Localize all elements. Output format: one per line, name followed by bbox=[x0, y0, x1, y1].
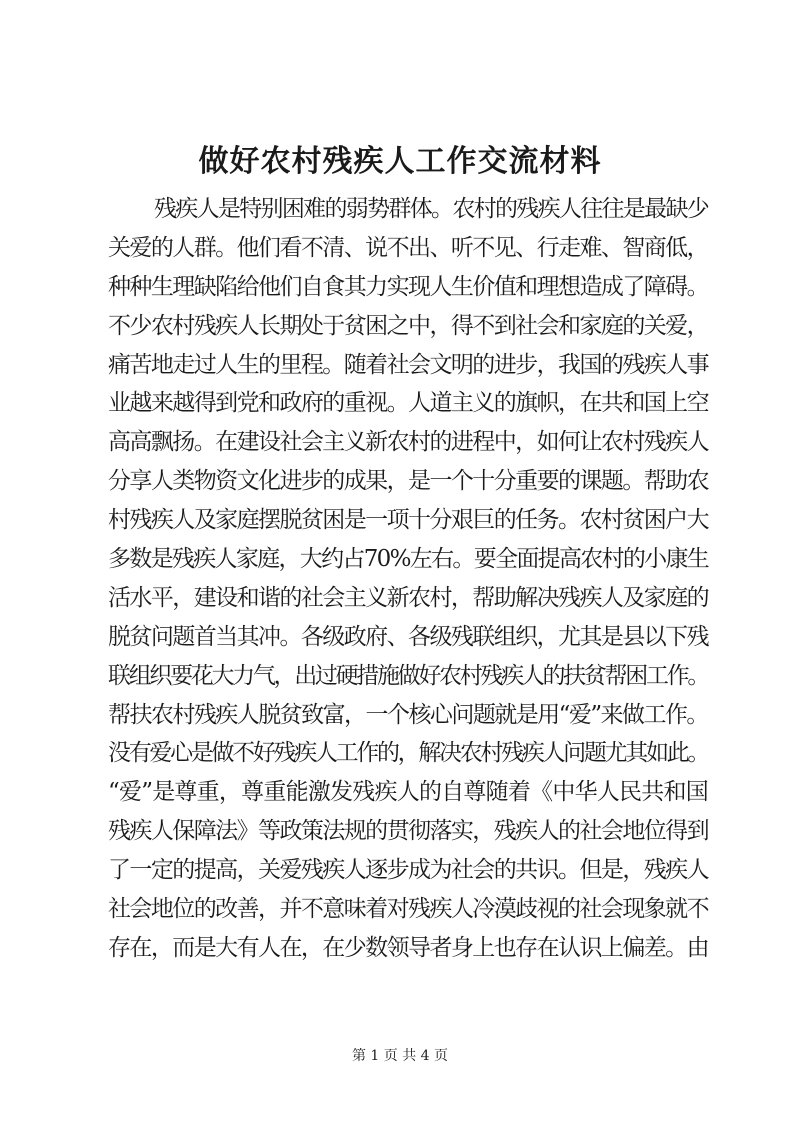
body-line: 残疾人是特别困难的弱势群体。农村的残疾人往往是最缺少 bbox=[154, 196, 709, 222]
body-line: 脱贫问题首当其冲。各级政府、各级残联组织，尤其是县以下残 bbox=[108, 623, 709, 650]
body-line: 业越来越得到党和政府的重视。人道主义的旗帜，在共和国上空 bbox=[108, 390, 709, 417]
body-line: 残疾人保障法》等政策法规的贯彻落实，残疾人的社会地位得到 bbox=[108, 818, 709, 845]
body-line: 不少农村残疾人长期处于贫困之中，得不到社会和家庭的关爱， bbox=[108, 312, 709, 339]
body-line: 了一定的提高，关爱残疾人逐步成为社会的共识。但是，残疾人 bbox=[108, 857, 709, 884]
body-line: 联组织要花大力气，出过硬措施做好农村残疾人的扶贫帮困工作。 bbox=[108, 662, 709, 689]
body-line: 高高飘扬。在建设社会主义新农村的进程中，如何让农村残疾人 bbox=[108, 429, 709, 456]
body-line: 活水平，建设和谐的社会主义新农村，帮助解决残疾人及家庭的 bbox=[108, 584, 709, 611]
document-title: 做好农村残疾人工作交流材料 bbox=[198, 144, 602, 179]
body-line: 存在，而是大有人在，在少数领导者身上也存在认识上偏差。由 bbox=[108, 934, 709, 961]
body-line: 村残疾人及家庭摆脱贫困是一项十分艰巨的任务。农村贫困户大 bbox=[108, 507, 709, 534]
body-line: 帮扶农村残疾人脱贫致富，一个核心问题就是用“爱”来做工作。 bbox=[108, 701, 708, 728]
body-line: 社会地位的改善，并不意味着对残疾人冷漠歧视的社会现象就不 bbox=[108, 896, 709, 923]
body-line: 痛苦地走过人生的里程。随着社会文明的进步，我国的残疾人事 bbox=[108, 351, 709, 378]
body-line: 没有爱心是做不好残疾人工作的，解决农村残疾人问题尤其如此。 bbox=[108, 740, 709, 767]
body-line: “爱”是尊重，尊重能激发残疾人的自尊随着《中华人民共和国 bbox=[108, 779, 708, 806]
document-body bbox=[108, 190, 708, 968]
page-number-footer: 第 1 页 共 4 页 bbox=[351, 1048, 449, 1064]
body-line: 种种生理缺陷给他们自食其力实现人生价值和理想造成了障碍。 bbox=[108, 273, 709, 300]
body-line: 多数是残疾人家庭，大约占70%左右。要全面提高农村的小康生 bbox=[108, 546, 709, 573]
body-line: 分享人类物资文化进步的成果，是一个十分重要的课题。帮助农 bbox=[108, 468, 709, 495]
body-line: 关爱的人群。他们看不清、说不出、听不见、行走难、智商低， bbox=[108, 234, 709, 261]
